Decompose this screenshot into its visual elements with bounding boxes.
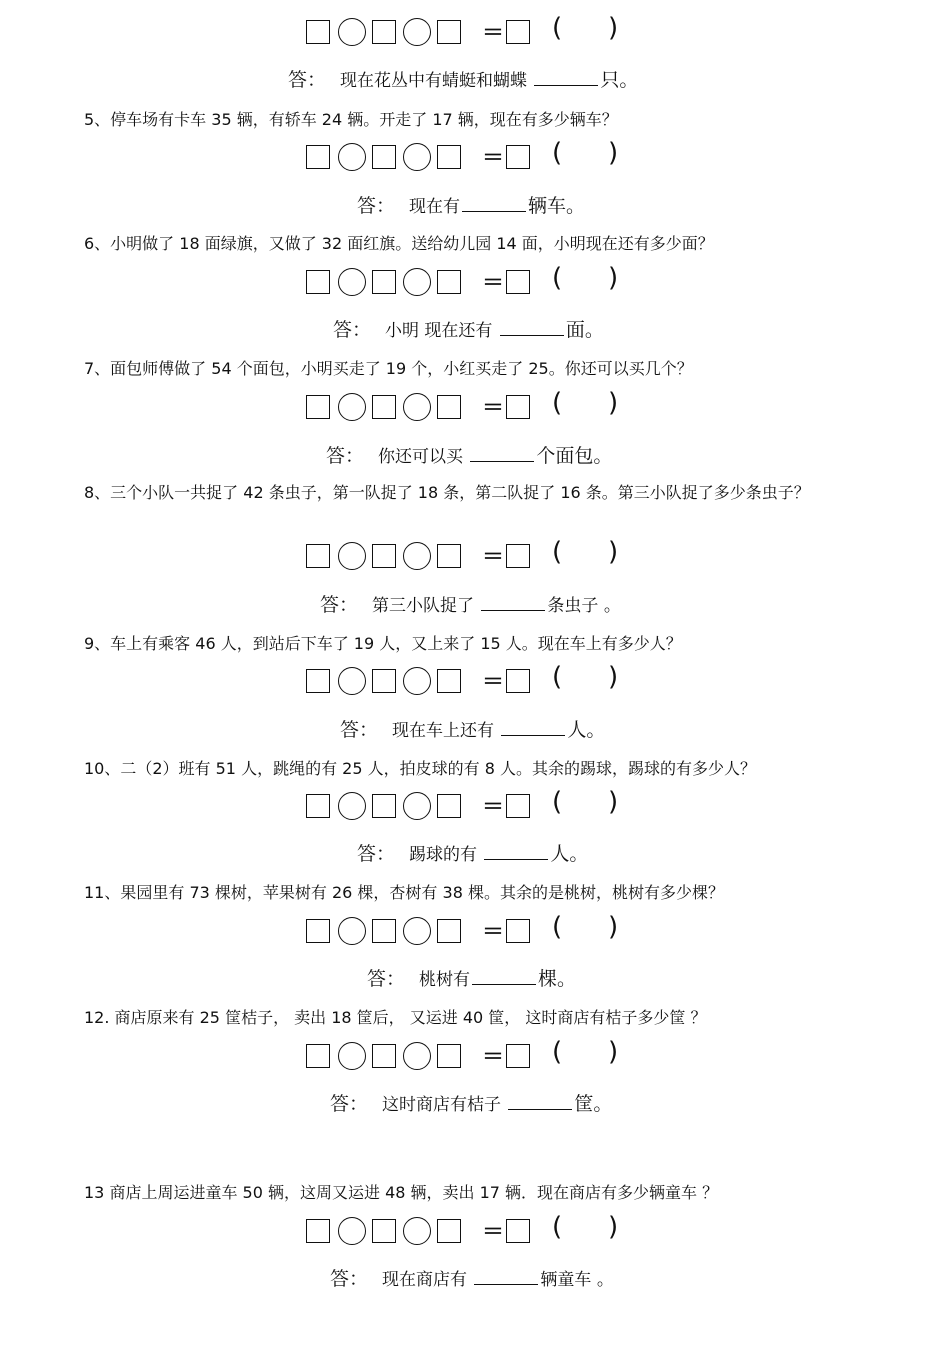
paren-close: ) [608, 662, 619, 692]
number-box [372, 145, 396, 169]
operator-circle [338, 792, 366, 820]
number-box [372, 270, 396, 294]
equals-sign: ＝ [482, 146, 505, 171]
answer-blank[interactable] [508, 1093, 572, 1110]
number-box [437, 20, 461, 44]
problem-text: 5、停车场有卡车 35 辆，有轿车 24 辆。开走了 17 辆，现在有多少辆车？ [84, 110, 618, 129]
paren-open: ( [552, 1212, 563, 1242]
operator-circle [403, 917, 431, 945]
problem-text: 12. 商店原来有 25 筐桔子， 卖出 18 筐后， 又运进 40 筐， 这时商店有桔子多少筐 ？ [84, 1008, 707, 1027]
answer-line: 答： 这时商店有桔子 筐。 [330, 1093, 613, 1115]
operator-circle [403, 1042, 431, 1070]
answer-label: 答： [333, 319, 372, 341]
number-box [437, 1044, 461, 1068]
equals-sign: ＝ [482, 1045, 505, 1070]
operator-circle [338, 1042, 366, 1070]
answer-blank[interactable] [472, 968, 536, 985]
paren-close: ) [608, 912, 619, 942]
result-box [506, 145, 530, 169]
result-box [506, 544, 530, 568]
operator-circle [403, 792, 431, 820]
operator-circle [338, 1217, 366, 1245]
operator-circle [403, 143, 431, 171]
answer-blank[interactable] [481, 594, 545, 611]
number-box [372, 669, 396, 693]
answer-line: 答： 踢球的有 人。 [357, 843, 589, 865]
number-box [437, 544, 461, 568]
number-box [306, 794, 330, 818]
operator-circle [403, 1217, 431, 1245]
paren-open: ( [552, 537, 563, 567]
answer-line: 答： 现在花丛中有蜻蜓和蝴蝶 只。 [288, 69, 639, 91]
number-box [437, 669, 461, 693]
answer-blank[interactable] [500, 319, 564, 336]
paren-close: ) [608, 263, 619, 293]
paren-close: ) [608, 787, 619, 817]
answer-label: 答： [357, 195, 396, 217]
operator-circle [338, 393, 366, 421]
paren-close: ) [608, 138, 619, 168]
answer-line: 答： 第三小队捉了 条虫子 。 [320, 594, 621, 616]
answer-label: 答： [330, 1268, 369, 1290]
paren-close: ) [608, 388, 619, 418]
paren-open: ( [552, 1037, 563, 1067]
paren-open: ( [552, 912, 563, 942]
result-box [506, 1044, 530, 1068]
number-box [306, 20, 330, 44]
operator-circle [403, 393, 431, 421]
answer-label: 答： [367, 968, 406, 990]
result-box [506, 919, 530, 943]
answer-line: 答： 你还可以买 个面包。 [326, 445, 613, 467]
operator-circle [403, 667, 431, 695]
answer-blank[interactable] [501, 719, 565, 736]
number-box [372, 395, 396, 419]
result-box [506, 669, 530, 693]
answer-label: 答： [340, 719, 379, 741]
paren-close: ) [608, 1212, 619, 1242]
paren-close: ) [608, 537, 619, 567]
operator-circle [403, 542, 431, 570]
operator-circle [338, 917, 366, 945]
number-box [437, 270, 461, 294]
answer-line: 答： 现在有 辆车。 [357, 195, 586, 217]
answer-line: 答： 桃树有 棵。 [367, 968, 577, 990]
paren-open: ( [552, 138, 563, 168]
answer-line: 答： 现在车上还有 人。 [340, 719, 606, 741]
problem-text: 9、车上有乘客 46 人，到站后下车了 19 人，又上来了 15 人。现在车上有多少人？ [84, 634, 682, 653]
answer-label: 答： [357, 843, 396, 865]
equals-sign: ＝ [482, 920, 505, 945]
number-box [306, 1044, 330, 1068]
problem-text: 10、二（2）班有 51 人，跳绳的有 25 人，拍皮球的有 8 人。其余的踢球，踢球的有多少人？ [84, 759, 756, 778]
number-box [437, 395, 461, 419]
number-box [306, 669, 330, 693]
operator-circle [338, 542, 366, 570]
equals-sign: ＝ [482, 670, 505, 695]
result-box [506, 794, 530, 818]
equals-sign: ＝ [482, 795, 505, 820]
number-box [372, 20, 396, 44]
equals-sign: ＝ [482, 545, 505, 570]
paren-open: ( [552, 388, 563, 418]
answer-line: 答： 现在商店有 辆童车 。 [330, 1268, 614, 1290]
result-box [506, 1219, 530, 1243]
operator-circle [338, 268, 366, 296]
problem-text: 6、小明做了 18 面绿旗，又做了 32 面红旗。送给幼儿园 14 面，小明现在还有多少面？ [84, 234, 714, 253]
result-box [506, 395, 530, 419]
operator-circle [338, 18, 366, 46]
problem-text: 11、果园里有 73 棵树，苹果树有 26 棵，杏树有 38 棵。其余的是桃树，桃树有多少棵？ [84, 883, 724, 902]
result-box [506, 270, 530, 294]
paren-close: ) [608, 13, 619, 43]
number-box [437, 1219, 461, 1243]
paren-open: ( [552, 13, 563, 43]
operator-circle [403, 268, 431, 296]
paren-open: ( [552, 787, 563, 817]
operator-circle [403, 18, 431, 46]
number-box [306, 1219, 330, 1243]
answer-blank[interactable] [484, 843, 548, 860]
problem-text: 13 商店上周运进童车 50 辆，这周又运进 48 辆，卖出 17 辆．现在商店有多少辆童车 ？ [84, 1183, 719, 1202]
paren-open: ( [552, 263, 563, 293]
answer-blank[interactable] [474, 1268, 538, 1285]
equals-sign: ＝ [482, 396, 505, 421]
operator-circle [338, 667, 366, 695]
number-box [372, 919, 396, 943]
equals-sign: ＝ [482, 21, 505, 46]
problem-text: 8、三个小队一共捉了 42 条虫子，第一队捉了 18 条，第二队捉了 16 条。第三小队捉了多少条虫子？ [84, 483, 810, 502]
number-box [437, 919, 461, 943]
number-box [306, 270, 330, 294]
result-box [506, 20, 530, 44]
problem-text: 7、面包师傅做了 54 个面包，小明买走了 19 个，小红买走了 25。你还可以买几个？ [84, 359, 693, 378]
number-box [306, 544, 330, 568]
answer-blank[interactable] [462, 195, 526, 212]
number-box [437, 794, 461, 818]
answer-label: 答： [288, 69, 327, 91]
equals-sign: ＝ [482, 1220, 505, 1245]
operator-circle [338, 143, 366, 171]
answer-label: 答： [330, 1093, 369, 1115]
number-box [372, 1044, 396, 1068]
answer-line: 答： 小明 现在还有 面。 [333, 319, 604, 341]
number-box [372, 544, 396, 568]
paren-close: ) [608, 1037, 619, 1067]
number-box [306, 395, 330, 419]
answer-label: 答： [326, 445, 365, 467]
number-box [306, 145, 330, 169]
answer-blank[interactable] [534, 69, 598, 86]
number-box [372, 794, 396, 818]
equals-sign: ＝ [482, 271, 505, 296]
answer-blank[interactable] [470, 445, 534, 462]
number-box [306, 919, 330, 943]
number-box [437, 145, 461, 169]
number-box [372, 1219, 396, 1243]
answer-label: 答： [320, 594, 359, 616]
paren-open: ( [552, 662, 563, 692]
